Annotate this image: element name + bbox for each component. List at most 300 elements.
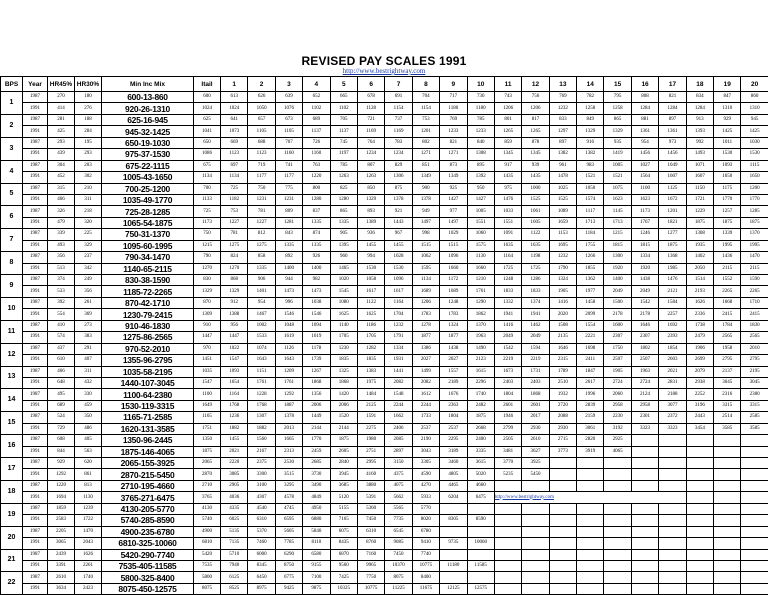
value-cell: 1738: [686, 320, 713, 331]
year-cell: 1987: [23, 229, 48, 240]
table-row: [1, 137, 768, 148]
value-cell: [659, 515, 686, 526]
value-cell: 3100: [248, 480, 275, 491]
value-cell: 1868: [522, 389, 549, 400]
value-cell: 2195: [741, 366, 768, 377]
scale-cell: 675-22-1115: [102, 160, 194, 171]
value-cell: 7100: [303, 572, 330, 583]
hr45-cell: 356: [48, 252, 75, 263]
value-cell: 745: [330, 137, 357, 148]
year-cell: 1987: [23, 503, 48, 514]
value-cell: [686, 446, 713, 457]
value-cell: 1388: [221, 309, 248, 320]
table-row: [1, 526, 768, 537]
value-cell: 1277: [659, 229, 686, 240]
value-cell: 1554: [577, 320, 604, 331]
value-cell: 1000: [522, 183, 549, 194]
scale-cell: 6810-325-10060: [102, 538, 194, 549]
value-cell: 7450: [385, 549, 412, 560]
scale-cell: 4130-205-5770: [102, 503, 194, 514]
bps-cell: 18: [1, 480, 23, 503]
value-cell: 821: [440, 137, 467, 148]
table-row: [1, 240, 768, 251]
value-cell: 7740: [412, 549, 439, 560]
value-cell: 1476: [659, 275, 686, 286]
scale-cell: 1440-107-3045: [102, 377, 194, 388]
value-cell: 3305: [412, 458, 439, 469]
value-cell: [467, 503, 494, 514]
value-cell: 960: [330, 252, 357, 263]
value-cell: 1126: [275, 343, 302, 354]
value-cell: [604, 458, 631, 469]
value-cell: 1230: [330, 343, 357, 354]
hr30-cell: 218: [75, 206, 102, 217]
value-cell: 1441: [385, 366, 412, 377]
value-cell: 2751: [357, 446, 384, 457]
value-cell: 1134: [412, 275, 439, 286]
value-cell: 1770: [714, 194, 741, 205]
value-cell: 1027: [631, 160, 658, 171]
bps-cell: 16: [1, 435, 23, 458]
value-cell: 1451: [194, 355, 221, 366]
value-cell: 1931: [385, 355, 412, 366]
value-cell: 1150: [686, 183, 713, 194]
bps-cell: 20: [1, 526, 23, 549]
table-row: [1, 252, 768, 263]
value-cell: [494, 583, 521, 594]
value-cell: 1028: [385, 252, 412, 263]
value-cell: 1215: [604, 229, 631, 240]
column-header: 5: [330, 77, 357, 92]
value-cell: 1281: [275, 217, 302, 228]
value-cell: 1564: [631, 172, 658, 183]
value-cell: 1465: [330, 263, 357, 274]
value-cell: 1080: [330, 297, 357, 308]
value-cell: 1868: [330, 377, 357, 388]
value-cell: 1258: [577, 103, 604, 114]
value-cell: 6475: [467, 492, 494, 503]
note-cell: [494, 492, 686, 503]
value-cell: 1025: [549, 183, 576, 194]
value-cell: 1061: [522, 206, 549, 217]
value-cell: 1438: [631, 275, 658, 286]
value-cell: 1427: [440, 194, 467, 205]
value-cell: 1233: [467, 126, 494, 137]
value-cell: [741, 458, 768, 469]
page-title: REVISED PAY SCALES 1991: [0, 54, 768, 68]
value-cell: [659, 538, 686, 549]
value-cell: 1093: [221, 366, 248, 377]
value-cell: 1750: [604, 343, 631, 354]
value-cell: 2219: [522, 355, 549, 366]
value-cell: [577, 503, 604, 514]
value-cell: 1232: [385, 320, 412, 331]
hr30-cell: 276: [75, 103, 102, 114]
value-cell: 6125: [221, 572, 248, 583]
value-cell: 1275: [221, 240, 248, 251]
website-note[interactable]: http://www.bestrightway.com: [495, 495, 554, 500]
value-cell: 1266: [577, 252, 604, 263]
value-cell: 2017: [522, 412, 549, 423]
value-cell: 1767: [631, 217, 658, 228]
value-cell: 1623: [604, 194, 631, 205]
value-cell: 1847: [577, 366, 604, 377]
value-cell: 8020: [412, 515, 439, 526]
value-cell: 847: [714, 92, 741, 103]
value-cell: 1548: [385, 389, 412, 400]
value-cell: 1980: [357, 435, 384, 446]
value-cell: 2585: [741, 412, 768, 423]
value-cell: 1386: [412, 343, 439, 354]
value-cell: 1875: [741, 217, 768, 228]
value-cell: [686, 549, 713, 560]
value-cell: 1117: [577, 206, 604, 217]
value-cell: 5020: [467, 469, 494, 480]
value-cell: 833: [549, 114, 576, 125]
value-cell: 945: [741, 114, 768, 125]
value-cell: 1868: [303, 377, 330, 388]
value-cell: 1761: [275, 377, 302, 388]
value-cell: 1401: [248, 286, 275, 297]
value-cell: 1963: [467, 332, 494, 343]
value-cell: 1284: [631, 103, 658, 114]
value-cell: 1329: [194, 286, 221, 297]
hr45-cell: 929: [48, 458, 75, 469]
value-cell: 1100: [194, 389, 221, 400]
bps-cell: 14: [1, 389, 23, 412]
value-cell: 1374: [522, 297, 549, 308]
value-cell: 3315: [741, 400, 768, 411]
value-cell: 1334: [631, 252, 658, 263]
value-cell: 1029: [440, 229, 467, 240]
value-cell: 1263: [330, 172, 357, 183]
value-cell: 967: [385, 229, 412, 240]
value-cell: 6545: [385, 526, 412, 537]
value-cell: 705: [330, 114, 357, 125]
value-cell: 1378: [275, 412, 302, 423]
value-cell: 1393: [686, 126, 713, 137]
year-cell: 1991: [23, 538, 48, 549]
value-cell: 1050: [248, 103, 275, 114]
value-cell: 3323: [631, 423, 658, 434]
value-cell: 878: [522, 137, 549, 148]
year-cell: 1991: [23, 126, 48, 137]
value-cell: 795: [604, 92, 631, 103]
column-header: 7: [385, 77, 412, 92]
value-cell: 2668: [467, 423, 494, 434]
value-cell: 1515: [412, 240, 439, 251]
value-cell: 5662: [385, 492, 412, 503]
value-cell: 1206: [412, 297, 439, 308]
value-cell: 2820: [577, 435, 604, 446]
value-cell: [549, 538, 576, 549]
value-cell: 8305: [440, 515, 467, 526]
year-cell: 1987: [23, 480, 48, 491]
value-cell: 4578: [275, 492, 302, 503]
value-cell: [714, 515, 741, 526]
value-cell: 1165: [194, 412, 221, 423]
value-cell: 1941: [494, 309, 521, 320]
hr45-cell: 844: [48, 446, 75, 457]
scale-cell: 5740-285-8590: [102, 515, 194, 526]
value-cell: 3773: [549, 446, 576, 457]
hr45-cell: 2205: [48, 526, 75, 537]
value-cell: 665: [330, 92, 357, 103]
value-cell: 982: [303, 275, 330, 286]
value-cell: 8760: [357, 538, 384, 549]
value-cell: 1650: [714, 172, 741, 183]
value-cell: 1542: [631, 297, 658, 308]
value-cell: 1499: [412, 366, 439, 377]
value-cell: [549, 515, 576, 526]
hr45-cell: 648: [48, 377, 75, 388]
value-cell: 2079: [686, 366, 713, 377]
value-cell: 2565: [714, 332, 741, 343]
value-cell: 1005: [467, 206, 494, 217]
value-cell: [714, 583, 741, 594]
value-cell: 2601: [494, 400, 521, 411]
value-cell: 837: [303, 206, 330, 217]
value-cell: 949: [412, 206, 439, 217]
year-cell: 1987: [23, 435, 48, 446]
value-cell: 2958: [631, 400, 658, 411]
table-row: [1, 412, 768, 423]
value-cell: 1525: [522, 194, 549, 205]
value-cell: 2027: [412, 355, 439, 366]
bps-cell: 8: [1, 252, 23, 275]
value-cell: 2315: [549, 355, 576, 366]
value-cell: 1280: [303, 194, 330, 205]
table-row: [1, 503, 768, 514]
value-cell: 2049: [631, 286, 658, 297]
value-cell: 2144: [303, 423, 330, 434]
value-cell: 1370: [741, 229, 768, 240]
value-cell: 1905: [604, 366, 631, 377]
scale-cell: 1530-119-3315: [102, 400, 194, 411]
hr30-cell: 1470: [75, 526, 102, 537]
value-cell: 1201: [659, 206, 686, 217]
value-cell: 3045: [714, 377, 741, 388]
year-cell: 1991: [23, 583, 48, 594]
value-cell: 1649: [194, 400, 221, 411]
value-cell: 1395: [330, 240, 357, 251]
value-cell: 9085: [385, 538, 412, 549]
value-cell: 2219: [494, 355, 521, 366]
value-cell: 7940: [221, 560, 248, 571]
value-cell: 1833: [522, 286, 549, 297]
value-cell: 1335: [330, 217, 357, 228]
value-cell: 2115: [741, 263, 768, 274]
value-cell: 1270: [194, 263, 221, 274]
value-cell: 1011: [714, 137, 741, 148]
value-cell: 2178: [631, 309, 658, 320]
value-cell: 1521: [577, 172, 604, 183]
value-cell: [741, 446, 768, 457]
year-cell: 1987: [23, 275, 48, 286]
value-cell: 10775: [412, 560, 439, 571]
value-cell: [741, 435, 768, 446]
hr45-cell: 392: [48, 297, 75, 308]
value-cell: 2178: [604, 309, 631, 320]
hr45-cell: 524: [48, 412, 75, 423]
value-cell: 1049: [659, 160, 686, 171]
value-cell: 926: [303, 252, 330, 263]
value-cell: 6580: [303, 549, 330, 560]
value-cell: [714, 480, 741, 491]
value-cell: 4950: [303, 503, 330, 514]
value-cell: 3085: [221, 469, 248, 480]
value-cell: 1134: [194, 172, 221, 183]
table-row: [1, 583, 768, 594]
hr45-cell: 304: [48, 160, 75, 171]
value-cell: 3061: [577, 423, 604, 434]
value-cell: 625: [194, 114, 221, 125]
value-cell: 1546: [275, 309, 302, 320]
value-cell: 737: [385, 114, 412, 125]
hr30-cell: 273: [75, 320, 102, 331]
value-cell: 1761: [248, 377, 275, 388]
value-cell: 1520: [330, 412, 357, 423]
value-cell: 1382: [577, 149, 604, 160]
value-cell: 1392: [467, 172, 494, 183]
value-cell: 851: [412, 160, 439, 171]
value-cell: [440, 503, 467, 514]
hr30-cell: 311: [75, 366, 102, 377]
value-cell: [714, 549, 741, 560]
table-row: [1, 389, 768, 400]
value-cell: 1721: [686, 194, 713, 205]
table-row: [1, 149, 768, 160]
value-cell: [741, 515, 768, 526]
value-cell: 2307: [604, 332, 631, 343]
value-cell: 4745: [275, 503, 302, 514]
value-cell: 2415: [714, 309, 741, 320]
value-cell: [686, 526, 713, 537]
value-cell: 1005: [604, 160, 631, 171]
value-cell: 5135: [221, 526, 248, 537]
value-cell: 6880: [303, 515, 330, 526]
value-cell: 1584: [659, 297, 686, 308]
value-cell: [741, 526, 768, 537]
value-cell: 1995: [741, 240, 768, 251]
value-cell: 5840: [303, 526, 330, 537]
value-cell: 3295: [275, 480, 302, 491]
table-row: [1, 515, 768, 526]
value-cell: 639: [275, 92, 302, 103]
hr45-cell: 554: [48, 309, 75, 320]
value-cell: [659, 435, 686, 446]
value-cell: 1815: [604, 240, 631, 251]
value-cell: 801: [494, 114, 521, 125]
value-cell: 12125: [440, 583, 467, 594]
value-cell: 1232: [549, 103, 576, 114]
value-cell: 1270: [221, 263, 248, 274]
value-cell: 3150: [385, 458, 412, 469]
value-cell: 2021: [659, 366, 686, 377]
value-cell: 824: [221, 252, 248, 263]
value-cell: 1310: [714, 103, 741, 114]
value-cell: 860: [741, 92, 768, 103]
hr30-cell: 1130: [75, 492, 102, 503]
value-cell: 1122: [357, 297, 384, 308]
value-cell: 6450: [248, 572, 275, 583]
value-cell: 1389: [357, 217, 384, 228]
value-cell: 4900: [194, 526, 221, 537]
hr45-cell: 281: [48, 114, 75, 125]
value-cell: 1497: [412, 217, 439, 228]
value-cell: 892: [275, 252, 302, 263]
value-cell: 1169: [385, 126, 412, 137]
value-cell: 743: [494, 92, 521, 103]
value-cell: 2065: [194, 458, 221, 469]
value-cell: 2958: [604, 400, 631, 411]
value-cell: 1378: [385, 194, 412, 205]
value-cell: 2050: [686, 263, 713, 274]
value-cell: 1643: [248, 355, 275, 366]
value-cell: 961: [549, 160, 576, 171]
column-header: BPS: [1, 77, 23, 92]
value-cell: 697: [221, 160, 248, 171]
hr30-cell: 356: [75, 286, 102, 297]
value-cell: 1941: [522, 309, 549, 320]
value-cell: 1220: [303, 172, 330, 183]
value-cell: [631, 458, 658, 469]
value-cell: 2482: [467, 400, 494, 411]
value-cell: 756: [522, 92, 549, 103]
value-cell: 1332: [494, 297, 521, 308]
hr30-cell: 329: [75, 240, 102, 251]
value-cell: 1169: [357, 126, 384, 137]
value-cell: 764: [357, 137, 384, 148]
value-cell: 2188: [659, 389, 686, 400]
value-cell: 2897: [385, 446, 412, 457]
value-cell: 917: [494, 160, 521, 171]
value-cell: 956: [221, 320, 248, 331]
value-cell: 954: [248, 297, 275, 308]
value-cell: 900: [412, 183, 439, 194]
value-cell: 1102: [303, 103, 330, 114]
scale-cell: 2065-155-3925: [102, 458, 194, 469]
value-cell: 1307: [248, 412, 275, 423]
value-cell: 4130: [194, 503, 221, 514]
value-cell: 1560: [248, 435, 275, 446]
column-header: 19: [714, 77, 741, 92]
value-cell: 1574: [577, 194, 604, 205]
scale-cell: 1065-54-1875: [102, 217, 194, 228]
value-cell: 821: [659, 92, 686, 103]
value-cell: 1416: [549, 297, 576, 308]
value-cell: 4805: [440, 469, 467, 480]
value-cell: 1258: [604, 103, 631, 114]
value-cell: [714, 492, 741, 503]
year-cell: 1987: [23, 114, 48, 125]
scale-cell: 790-34-1470: [102, 252, 194, 263]
hr30-cell: 369: [75, 309, 102, 320]
value-cell: 9425: [275, 583, 302, 594]
value-cell: 1137: [330, 126, 357, 137]
hr45-cell: 729: [48, 423, 75, 434]
year-cell: 1991: [23, 423, 48, 434]
value-cell: 1835: [330, 355, 357, 366]
value-cell: 2795: [714, 355, 741, 366]
website-link[interactable]: http://www.bestrightway.com: [0, 67, 768, 75]
value-cell: 1060: [467, 229, 494, 240]
scale-cell: 1100-64-2380: [102, 389, 194, 400]
value-cell: 1521: [604, 172, 631, 183]
value-cell: 954: [631, 137, 658, 148]
value-cell: [467, 526, 494, 537]
value-cell: 1133: [194, 194, 221, 205]
